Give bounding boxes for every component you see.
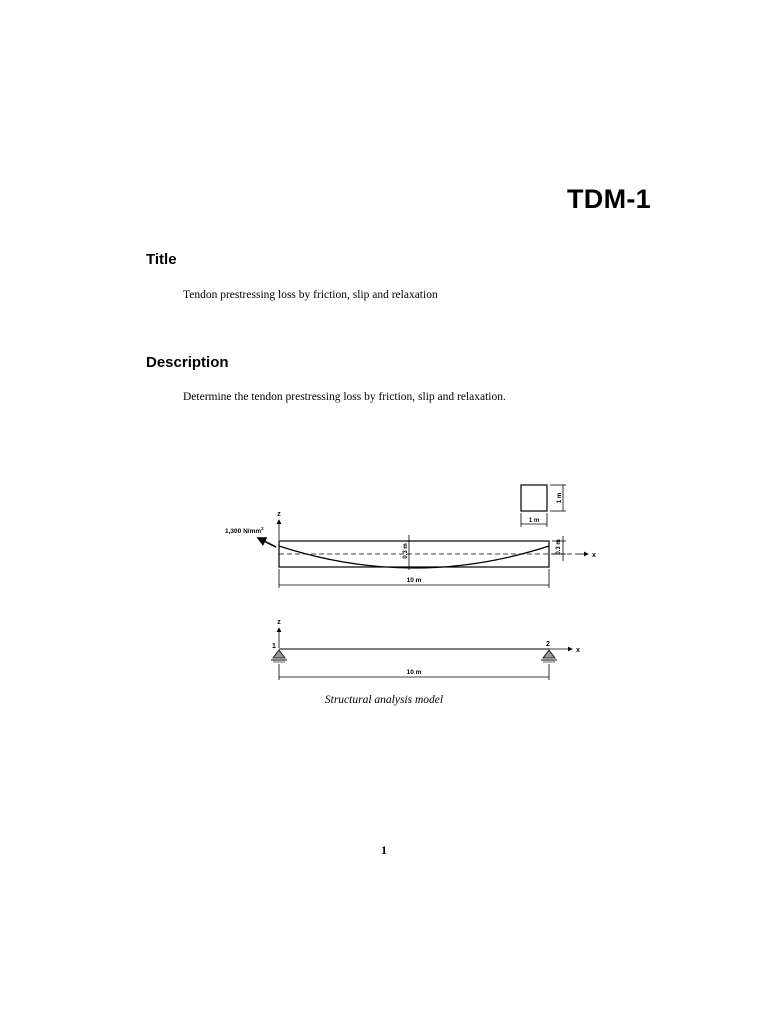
model-span-label: 10 m [406, 669, 422, 676]
model-figure [271, 619, 580, 680]
end-offset-label: 0.3 m [556, 539, 562, 555]
node-2-label: 2 [546, 641, 550, 648]
section-height-label: 1 m [557, 492, 563, 504]
title-heading: Title [146, 251, 177, 268]
node-1-label: 1 [272, 643, 276, 650]
description-heading: Description [146, 354, 229, 371]
z-axis-label: z [277, 511, 281, 518]
beam-span-label: 10 m [406, 577, 422, 584]
beam-figure [225, 485, 596, 588]
document-id: TDM-1 [567, 184, 651, 214]
pin-support-node-1 [271, 650, 287, 662]
section-width-label: 1 m [528, 518, 540, 524]
page-number: 1 [381, 843, 387, 857]
section-square [521, 485, 547, 511]
sag-label: 0.3 m [403, 543, 409, 559]
tendon-profile [279, 546, 549, 568]
structural-diagram [0, 470, 768, 690]
title-text: Tendon prestressing loss by friction, slip and relaxation [183, 289, 438, 301]
figure-caption: Structural analysis model [324, 694, 444, 706]
x-axis-label: x [592, 552, 596, 559]
model-x-axis-label: x [576, 647, 580, 654]
description-text: Determine the tendon prestressing loss by friction, slip and relaxation. [183, 391, 506, 403]
prestress-load-label: 1,300 $N/mm^2$ [225, 526, 264, 535]
prestress-load-arrow [258, 538, 276, 547]
roller-support-node-2 [541, 650, 557, 662]
model-z-axis-label: z [277, 619, 281, 626]
